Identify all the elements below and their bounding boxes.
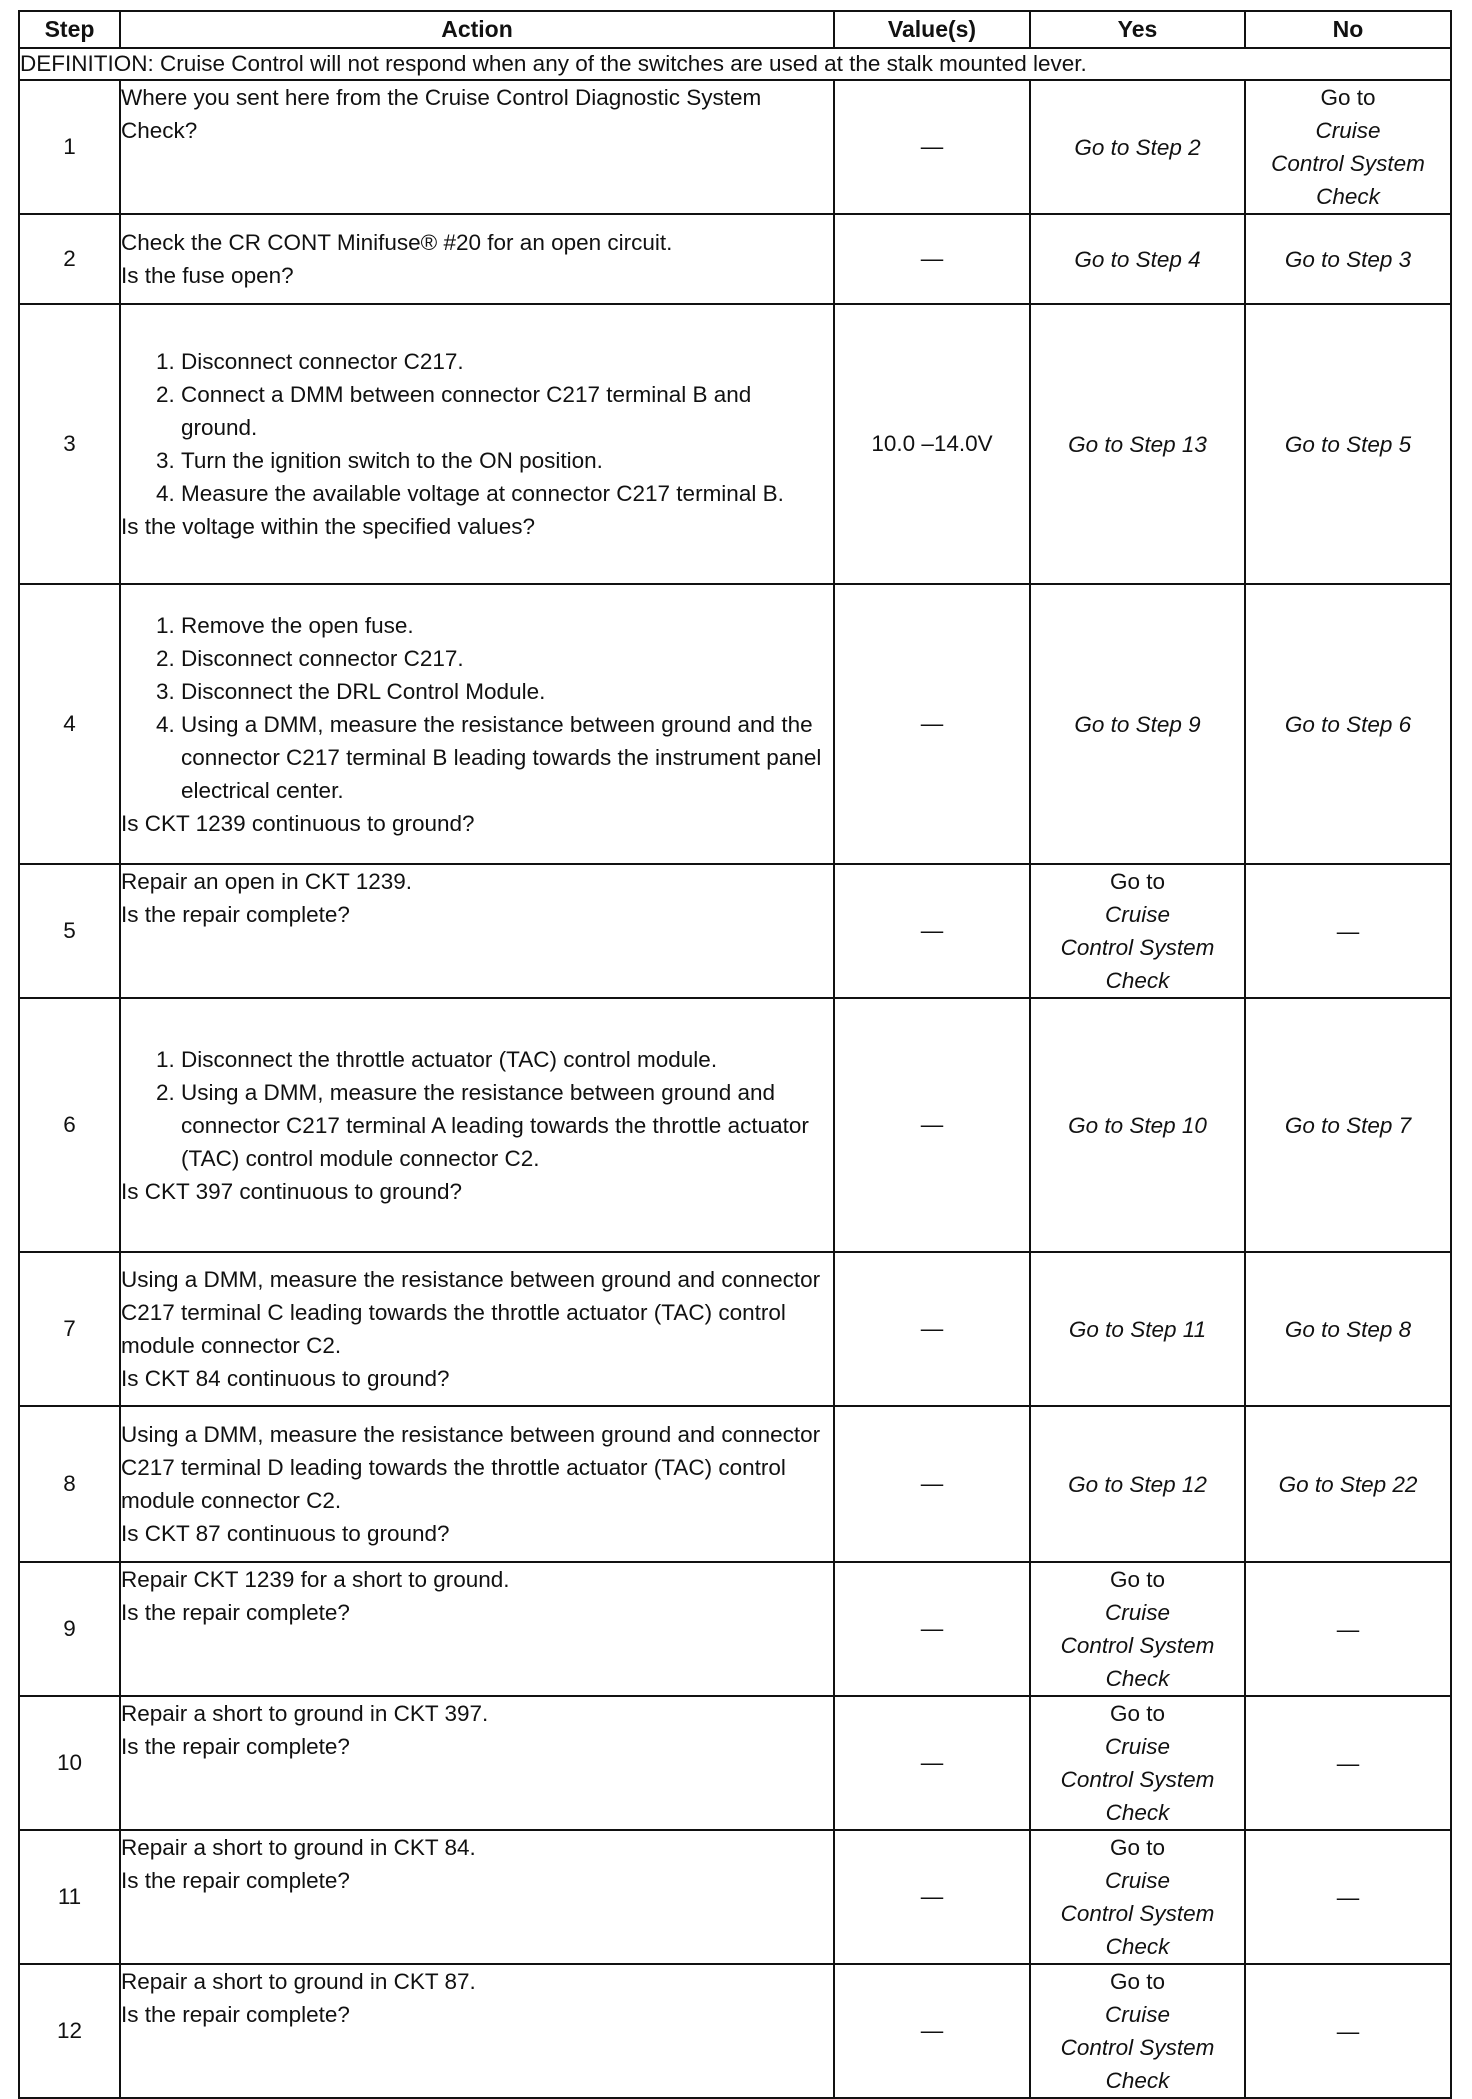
- step-number: 5: [19, 864, 120, 998]
- header-step: Step: [19, 11, 120, 48]
- step-number: 12: [19, 1964, 120, 2098]
- goto-cruise: Cruise: [1315, 118, 1381, 143]
- action-step-item: 2. Disconnect connector C217.: [181, 642, 833, 675]
- action-question: Is the repair complete?: [121, 902, 350, 927]
- yes-result: [1030, 1964, 1245, 2098]
- action-text: Check the CR CONT Minifuse® #20 for an open circuit.: [121, 230, 673, 255]
- goto-prefix: Go to: [1109, 1701, 1166, 1726]
- action-question: Is CKT 84 continuous to ground?: [121, 1366, 450, 1391]
- no-result: —: [1245, 1964, 1451, 2098]
- no-result: Go to Step 7: [1245, 998, 1451, 1252]
- action-step-item: 2. Connect a DMM between connector C217 terminal B and ground.: [181, 378, 833, 444]
- yes-result: Go to Step 13: [1030, 304, 1245, 584]
- table-row: [19, 1252, 1451, 1406]
- goto-line2: Control System: [1060, 2035, 1215, 2060]
- table-row: [19, 1696, 1451, 1830]
- action-question: Is CKT 87 continuous to ground?: [121, 1521, 450, 1546]
- goto-cruise: Cruise: [1104, 1600, 1171, 1625]
- action-question: Is the voltage within the specified values?: [121, 514, 535, 539]
- value-cell: —: [834, 1406, 1030, 1562]
- header-yes: Yes: [1030, 11, 1245, 48]
- table-row: [19, 864, 1451, 998]
- no-result: —: [1245, 864, 1451, 998]
- no-result: Go to Step 6: [1245, 584, 1451, 864]
- goto-prefix: Go to: [1109, 1835, 1166, 1860]
- goto-line2: Control System: [1060, 1901, 1215, 1926]
- goto-cruise: Cruise: [1104, 1868, 1171, 1893]
- table-row: [19, 1964, 1451, 2098]
- action-step-item: 4. Measure the available voltage at connector C217 terminal B.: [181, 477, 833, 510]
- action-steps: [121, 1043, 833, 1175]
- table-row: [19, 1562, 1451, 1696]
- header-action: Action: [120, 11, 834, 48]
- step-number: 4: [19, 584, 120, 864]
- action-question: Is the repair complete?: [121, 1600, 350, 1625]
- action-text: Using a DMM, measure the resistance between ground and connector C217 terminal C leading towards the throttle actuator (TAC) control module connector C2.: [121, 1267, 821, 1358]
- action-cell: [120, 1406, 834, 1562]
- value-cell: —: [834, 1562, 1030, 1696]
- value-cell: —: [834, 80, 1030, 214]
- value-cell: —: [834, 1964, 1030, 2098]
- action-cell: [120, 998, 834, 1252]
- definition-row: [19, 48, 1451, 80]
- action-cell: [120, 1964, 834, 2098]
- header-row: [19, 11, 1451, 48]
- action-steps: [121, 609, 833, 807]
- value-cell: —: [834, 1830, 1030, 1964]
- value-cell: —: [834, 1696, 1030, 1830]
- no-result: Go to Step 8: [1245, 1252, 1451, 1406]
- table-row: [19, 1830, 1451, 1964]
- table-row: [19, 214, 1451, 304]
- header-values: Value(s): [834, 11, 1030, 48]
- goto-line3: Check: [1105, 968, 1170, 993]
- action-step-item: 4. Using a DMM, measure the resistance between ground and the connector C217 terminal B leading towards the instrument panel electrical center.: [181, 708, 833, 807]
- action-cell: [120, 1830, 834, 1964]
- value-cell: —: [834, 864, 1030, 998]
- action-question: Is the repair complete?: [121, 1734, 350, 1759]
- yes-result: [1030, 1696, 1245, 1830]
- goto-line2: Control System: [1060, 1767, 1215, 1792]
- step-number: 8: [19, 1406, 120, 1562]
- goto-line2: Control System: [1060, 935, 1215, 960]
- goto-line2: Control System: [1271, 151, 1425, 176]
- table-row: [19, 1406, 1451, 1562]
- header-no: No: [1245, 11, 1451, 48]
- action-cell: [120, 214, 834, 304]
- action-steps: [121, 345, 833, 510]
- yes-result: [1030, 1562, 1245, 1696]
- action-step-item: 1. Disconnect the throttle actuator (TAC) control module.: [181, 1043, 833, 1076]
- value-cell: —: [834, 998, 1030, 1252]
- yes-result: Go to Step 11: [1030, 1252, 1245, 1406]
- goto-line3: Check: [1105, 1800, 1170, 1825]
- definition-text: DEFINITION: Cruise Control will not respond when any of the switches are used at the stalk mounted lever.: [19, 48, 1451, 80]
- action-question: Is the repair complete?: [121, 1868, 350, 1893]
- yes-result: Go to Step 12: [1030, 1406, 1245, 1562]
- goto-cruise: Cruise: [1104, 2002, 1171, 2027]
- diagnostic-table: [18, 10, 1452, 2099]
- action-step-item: 3. Turn the ignition switch to the ON position.: [181, 444, 833, 477]
- step-number: 1: [19, 80, 120, 214]
- action-step-item: 2. Using a DMM, measure the resistance between ground and connector C217 terminal A leading towards the throttle actuator (TAC) control module connector C2.: [181, 1076, 833, 1175]
- action-text: Repair CKT 1239 for a short to ground.: [121, 1567, 510, 1592]
- goto-prefix: Go to: [1109, 1567, 1166, 1592]
- no-result: [1245, 80, 1451, 214]
- no-result: —: [1245, 1696, 1451, 1830]
- step-number: 9: [19, 1562, 120, 1696]
- action-step-item: 1. Remove the open fuse.: [181, 609, 833, 642]
- goto-line2: Control System: [1060, 1633, 1215, 1658]
- step-number: 11: [19, 1830, 120, 1964]
- goto-line3: Check: [1105, 2068, 1170, 2093]
- action-cell: [120, 1562, 834, 1696]
- yes-result: Go to Step 9: [1030, 584, 1245, 864]
- action-cell: [120, 1252, 834, 1406]
- yes-result: Go to Step 2: [1030, 80, 1245, 214]
- step-number: 3: [19, 304, 120, 584]
- no-result: Go to Step 5: [1245, 304, 1451, 584]
- value-cell: —: [834, 1252, 1030, 1406]
- table-row: [19, 304, 1451, 584]
- action-cell: [120, 304, 834, 584]
- yes-result: [1030, 1830, 1245, 1964]
- goto-cruise: Cruise: [1104, 1734, 1171, 1759]
- no-result: Go to Step 22: [1245, 1406, 1451, 1562]
- step-number: 10: [19, 1696, 120, 1830]
- step-number: 6: [19, 998, 120, 1252]
- action-text: Using a DMM, measure the resistance between ground and connector C217 terminal D leading towards the throttle actuator (TAC) control module connector C2.: [121, 1422, 821, 1513]
- action-text: Repair an open in CKT 1239.: [121, 869, 413, 894]
- no-result: Go to Step 3: [1245, 214, 1451, 304]
- action-cell: [120, 1696, 834, 1830]
- goto-line3: Check: [1105, 1934, 1170, 1959]
- action-text: Repair a short to ground in CKT 87.: [121, 1969, 476, 1994]
- goto-prefix: Go to: [1109, 1969, 1166, 1994]
- action-text: Where you sent here from the Cruise Control Diagnostic System Check?: [120, 80, 834, 214]
- table-row: [19, 998, 1451, 1252]
- goto-line3: Check: [1316, 184, 1380, 209]
- step-number: 2: [19, 214, 120, 304]
- table-row: [19, 80, 1451, 214]
- action-step-item: 1. Disconnect connector C217.: [181, 345, 833, 378]
- action-step-item: 3. Disconnect the DRL Control Module.: [181, 675, 833, 708]
- yes-result: Go to Step 4: [1030, 214, 1245, 304]
- goto-line3: Check: [1105, 1666, 1170, 1691]
- table-row: [19, 584, 1451, 864]
- no-result: —: [1245, 1830, 1451, 1964]
- no-result: —: [1245, 1562, 1451, 1696]
- action-cell: [120, 864, 834, 998]
- value-cell: 10.0 –14.0V: [834, 304, 1030, 584]
- yes-result: [1030, 864, 1245, 998]
- action-text: Repair a short to ground in CKT 84.: [121, 1835, 476, 1860]
- action-cell: [120, 584, 834, 864]
- goto-cruise: Cruise: [1104, 902, 1171, 927]
- goto-prefix: Go to: [1109, 869, 1166, 894]
- value-cell: —: [834, 584, 1030, 864]
- goto-prefix: Go to: [1320, 85, 1376, 110]
- value-cell: —: [834, 214, 1030, 304]
- action-question: Is the fuse open?: [121, 263, 294, 288]
- action-question: Is CKT 1239 continuous to ground?: [121, 810, 475, 836]
- action-question: Is CKT 397 continuous to ground?: [121, 1178, 463, 1204]
- action-question: Is the repair complete?: [121, 2002, 350, 2027]
- step-number: 7: [19, 1252, 120, 1406]
- action-text: Repair a short to ground in CKT 397.: [121, 1701, 489, 1726]
- yes-result: Go to Step 10: [1030, 998, 1245, 1252]
